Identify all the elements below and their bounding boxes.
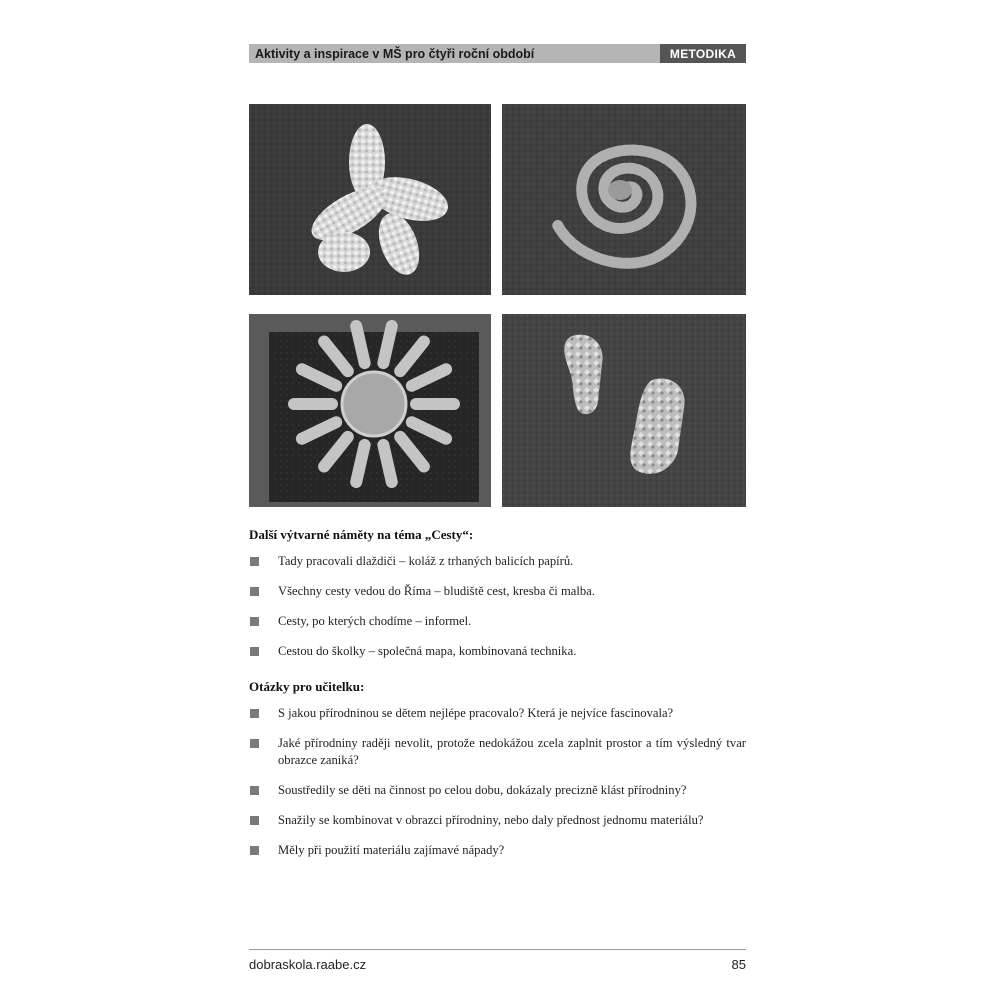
header-section-label: METODIKA [660,44,746,63]
list-item: Jaké přírodniny raději nevolit, protože nedokážou zcela zaplnit prostor a tím výsledný tvar obrazce zaniká? [249,735,746,769]
list-item: Snažily se kombinovat v obrazci přírodniny, nebo daly přednost jednomu materiálu? [249,812,746,829]
bullet-square-icon [250,709,259,718]
sand-sun-image [249,314,491,507]
section-heading-questions: Otázky pro učitelku: [249,679,365,694]
list-item: Měly při použití materiálu zajímavé nápady? [249,842,746,859]
sun-ray [356,445,364,482]
page-number: 85 [731,957,746,972]
section-heading-themes: Další výtvarné náměty na téma „Cesty“: [249,527,474,542]
bullet-square-icon [250,846,259,855]
bullet-square-icon [250,739,259,748]
list-item: Všechny cesty vedou do Říma – bludiště cest, kresba či malba. [249,583,746,600]
questions-list [249,705,746,859]
stone-flower-image [249,104,491,295]
bullet-square-icon [250,587,259,596]
footer-url: dobraskola.raabe.cz [249,957,367,972]
themes-list [249,553,746,660]
bullet-square-icon [250,617,259,626]
list-item: Cestou do školky – společná mapa, kombinovaná technika. [249,643,746,660]
list-item: Soustředily se děti na činnost po celou dobu, dokázaly precizně klást přírodniny? [249,782,746,799]
bullet-square-icon [250,786,259,795]
sun-ray [356,326,364,363]
list-item: Cesty, po kterých chodíme – informel. [249,613,746,630]
leaf-footprints-image [502,314,746,507]
bullet-square-icon [250,557,259,566]
bullet-square-icon [250,647,259,656]
article-text [249,527,746,872]
header-title: Aktivity a inspirace v MŠ pro čtyři roční období [255,46,535,61]
page-header [249,44,746,63]
footer-divider [249,949,746,950]
sun-ray [383,326,391,363]
sun-ray [383,445,391,482]
list-item: Tady pracovali dlaždiči – koláž z trhaných balicích papírů. [249,553,746,570]
list-item: S jakou přírodninou se dětem nejlépe pracovalo? Která je nejvíce fascinovala? [249,705,746,722]
bullet-square-icon [250,816,259,825]
leaf-spiral-image [502,104,746,295]
